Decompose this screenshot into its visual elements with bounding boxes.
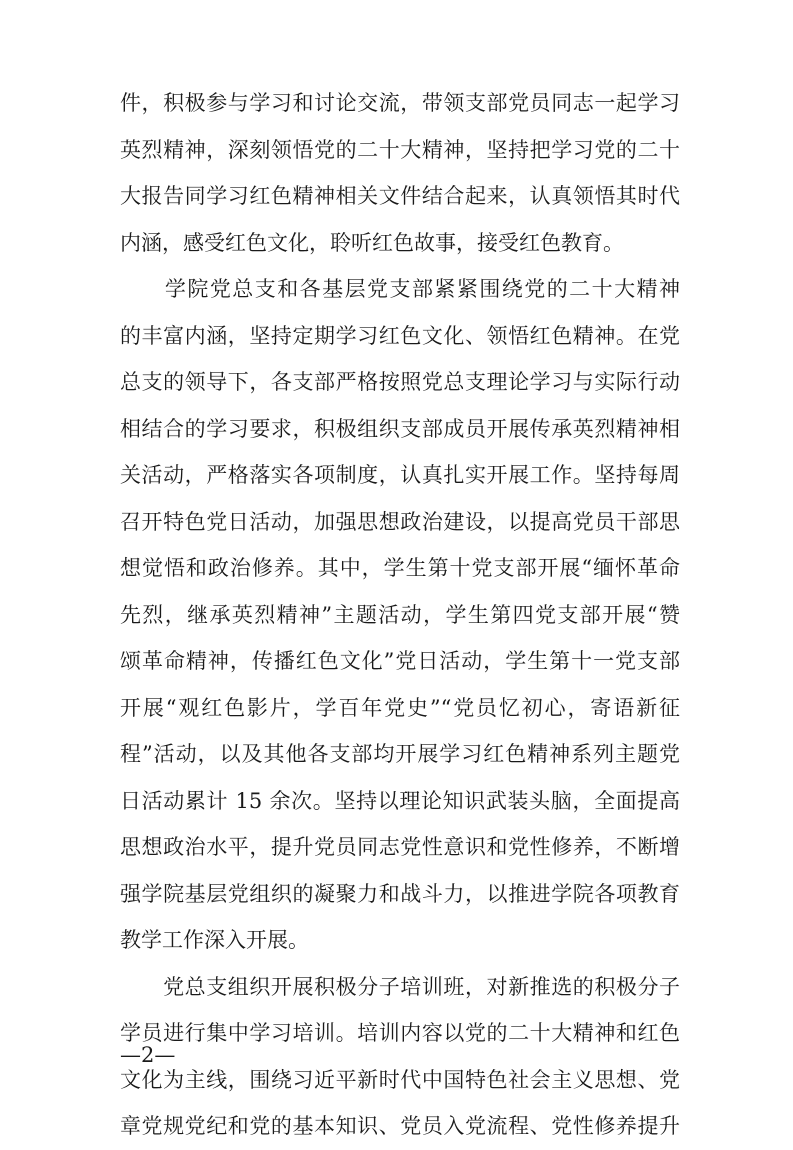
text-line: 开展“观红色影片，学百年党史”“党员忆初心，寄语新征 <box>120 695 680 720</box>
text-line: 学员进行集中学习培训。培训内容以党的二十大精神和红色 <box>120 1021 680 1045</box>
text-line: 英烈精神，深刻领悟党的二十大精神，坚持把学习党的二十 <box>120 137 680 162</box>
paragraph-1 <box>120 80 680 266</box>
paragraph-2 <box>120 266 680 964</box>
document-body <box>120 80 680 1150</box>
page-number: —2— <box>120 1043 176 1067</box>
text-line: 教学工作深入开展。 <box>120 928 309 952</box>
text-line: 文化为主线，围绕习近平新时代中国特色社会主义思想、党 <box>120 1067 680 1092</box>
text-line: 的丰富内涵，坚持定期学习红色文化、领悟红色精神。在党 <box>120 323 680 348</box>
text-line: 日活动累计 15 余次。坚持以理论知识武装头脑，全面提高 <box>120 788 680 813</box>
text-line: 学院党总支和各基层党支部紧紧围绕党的二十大精神 <box>120 277 680 301</box>
text-line: 思想政治水平，提升党员同志党性意识和党性修养，不断增 <box>120 835 680 859</box>
text-line: 总支的领导下，各支部严格按照党总支理论学习与实际行动 <box>120 370 680 394</box>
text-line: 想觉悟和政治修养。其中，学生第十党支部开展“缅怀革命 <box>120 556 680 580</box>
text-line: 召开特色党日活动，加强思想政治建设，以提高党员干部思 <box>120 509 680 534</box>
text-line: 内涵，感受红色文化，聆听红色故事，接受红色教育。 <box>120 230 624 255</box>
text-line: 大报告同学习红色精神相关文件结合起来，认真领悟其时代 <box>120 184 680 208</box>
text-line: 相结合的学习要求，积极组织支部成员开展传承英烈精神相 <box>120 416 680 441</box>
text-line: 章党规党纪和党的基本知识、党员入党流程、党性修养提升 <box>120 1114 680 1138</box>
text-line: 件，积极参与学习和讨论交流，带领支部党员同志一起学习 <box>120 91 680 115</box>
text-line: 颂革命精神，传播红色文化”党日活动，学生第十一党支部 <box>120 649 680 673</box>
text-line: 强学院基层党组织的凝聚力和战斗力，以推进学院各项教育 <box>120 881 680 906</box>
text-line: 关活动，严格落实各项制度，认真扎实开展工作。坚持每周 <box>120 463 680 487</box>
text-line: 党总支组织开展积极分子培训班，对新推选的积极分子 <box>120 974 680 999</box>
text-line: 先烈，继承英烈精神”主题活动，学生第四党支部开展“赞 <box>120 602 680 627</box>
text-line: 程”活动，以及其他各支部均开展学习红色精神系列主题党 <box>120 742 680 766</box>
